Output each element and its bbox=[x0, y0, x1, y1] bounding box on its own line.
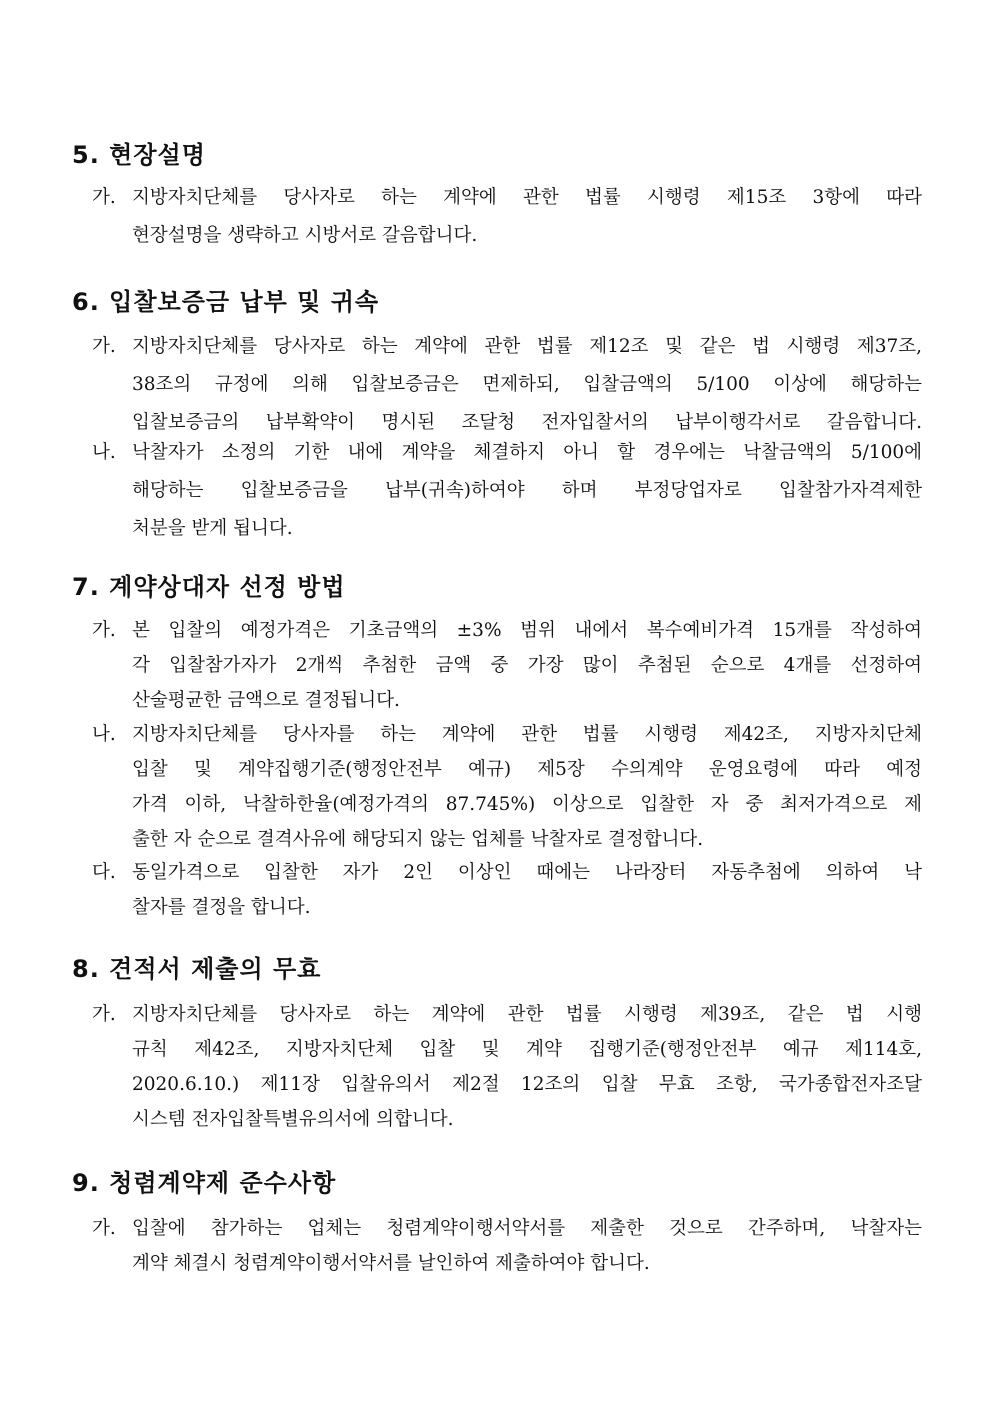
item-marker: 나. bbox=[92, 724, 116, 745]
item-marker: 가. bbox=[92, 336, 116, 357]
text-line: 38조의 규정에 의해 입찰보증금은 면제하되, 입찰금액의 5/100 이상에 해당하는 bbox=[132, 374, 922, 395]
text-line: 해당하는 입찰보증금을 납부(귀속)하여야 하며 부정당업자로 입찰참가자격제한 bbox=[132, 480, 922, 501]
section-heading: 9. 청렴계약제 준수사항 bbox=[72, 1169, 337, 1197]
text-line: 규칙 제42조, 지방자치단체 입찰 및 계약 집행기준(행정안전부 예규 제114호, bbox=[132, 1039, 922, 1060]
text-line: 지방자치단체를 당사자로 하는 계약에 관한 법률 제12조 및 같은 법 시행령 제37조, bbox=[132, 336, 922, 357]
text-line: 입찰보증금의 납부확약이 명시된 조달청 전자입찰서의 납부이행각서로 갈음합니다. bbox=[132, 412, 922, 433]
text-line: 지방자치단체를 당사자로 하는 계약에 관한 법률 시행령 제39조, 같은 법 시행 bbox=[132, 1004, 922, 1025]
text-line: 2020.6.10.) 제11장 입찰유의서 제2절 12조의 입찰 무효 조항, 국가종합전자조달 bbox=[132, 1074, 922, 1095]
section-heading: 6. 입찰보증금 납부 및 귀속 bbox=[72, 288, 380, 316]
text-line: 산술평균한 금액으로 결정됩니다. bbox=[132, 690, 400, 711]
section-heading: 8. 견적서 제출의 무효 bbox=[72, 955, 322, 983]
text-line: 각 입찰참가자가 2개씩 추첨한 금액 중 가장 많이 추첨된 순으로 4개를 선정하여 bbox=[132, 655, 922, 676]
item-marker: 다. bbox=[92, 862, 116, 883]
text-line: 본 입찰의 예정가격은 기초금액의 ±3% 범위 내에서 복수예비가격 15개를 작성하여 bbox=[132, 620, 922, 641]
item-marker: 가. bbox=[92, 620, 116, 641]
text-line: 현장설명을 생략하고 시방서로 갈음합니다. bbox=[132, 225, 478, 246]
section-heading: 7. 계약상대자 선정 방법 bbox=[72, 573, 346, 601]
text-line: 지방자치단체를 당사자로 하는 계약에 관한 법률 시행령 제15조 3항에 따라 bbox=[132, 187, 922, 208]
text-line: 동일가격으로 입찰한 자가 2인 이상인 때에는 나라장터 자동추첨에 의하여 낙 bbox=[132, 862, 922, 883]
text-line: 낙찰자가 소정의 기한 내에 계약을 체결하지 아니 할 경우에는 낙찰금액의 5/100에 bbox=[132, 442, 922, 463]
text-line: 찰자를 결정을 합니다. bbox=[132, 897, 311, 918]
text-line: 처분을 받게 됩니다. bbox=[132, 518, 293, 539]
item-marker: 가. bbox=[92, 187, 116, 208]
text-line: 지방자치단체를 당사자를 하는 계약에 관한 법률 시행령 제42조, 지방자치단체 bbox=[132, 724, 922, 745]
text-line: 시스템 전자입찰특별유의서에 의합니다. bbox=[132, 1109, 454, 1130]
text-line: 입찰 및 계약집행기준(행정안전부 예규) 제5장 수의계약 운영요령에 따라 예정 bbox=[132, 759, 922, 780]
item-marker: 가. bbox=[92, 1218, 116, 1239]
text-line: 출한 자 순으로 결격사유에 해당되지 않는 업체를 낙찰자로 결정합니다. bbox=[132, 829, 704, 850]
section-heading: 5. 현장설명 bbox=[72, 141, 206, 169]
text-line: 입찰에 참가하는 업체는 청렴계약이행서약서를 제출한 것으로 간주하며, 낙찰자는 bbox=[132, 1218, 922, 1239]
text-line: 가격 이하, 낙찰하한율(예정가격의 87.745%) 이상으로 입찰한 자 중 최저가격으로 제 bbox=[132, 794, 922, 815]
item-marker: 나. bbox=[92, 442, 116, 463]
item-marker: 가. bbox=[92, 1004, 116, 1025]
text-line: 계약 체결시 청렴계약이행서약서를 날인하여 제출하여야 합니다. bbox=[132, 1253, 650, 1274]
